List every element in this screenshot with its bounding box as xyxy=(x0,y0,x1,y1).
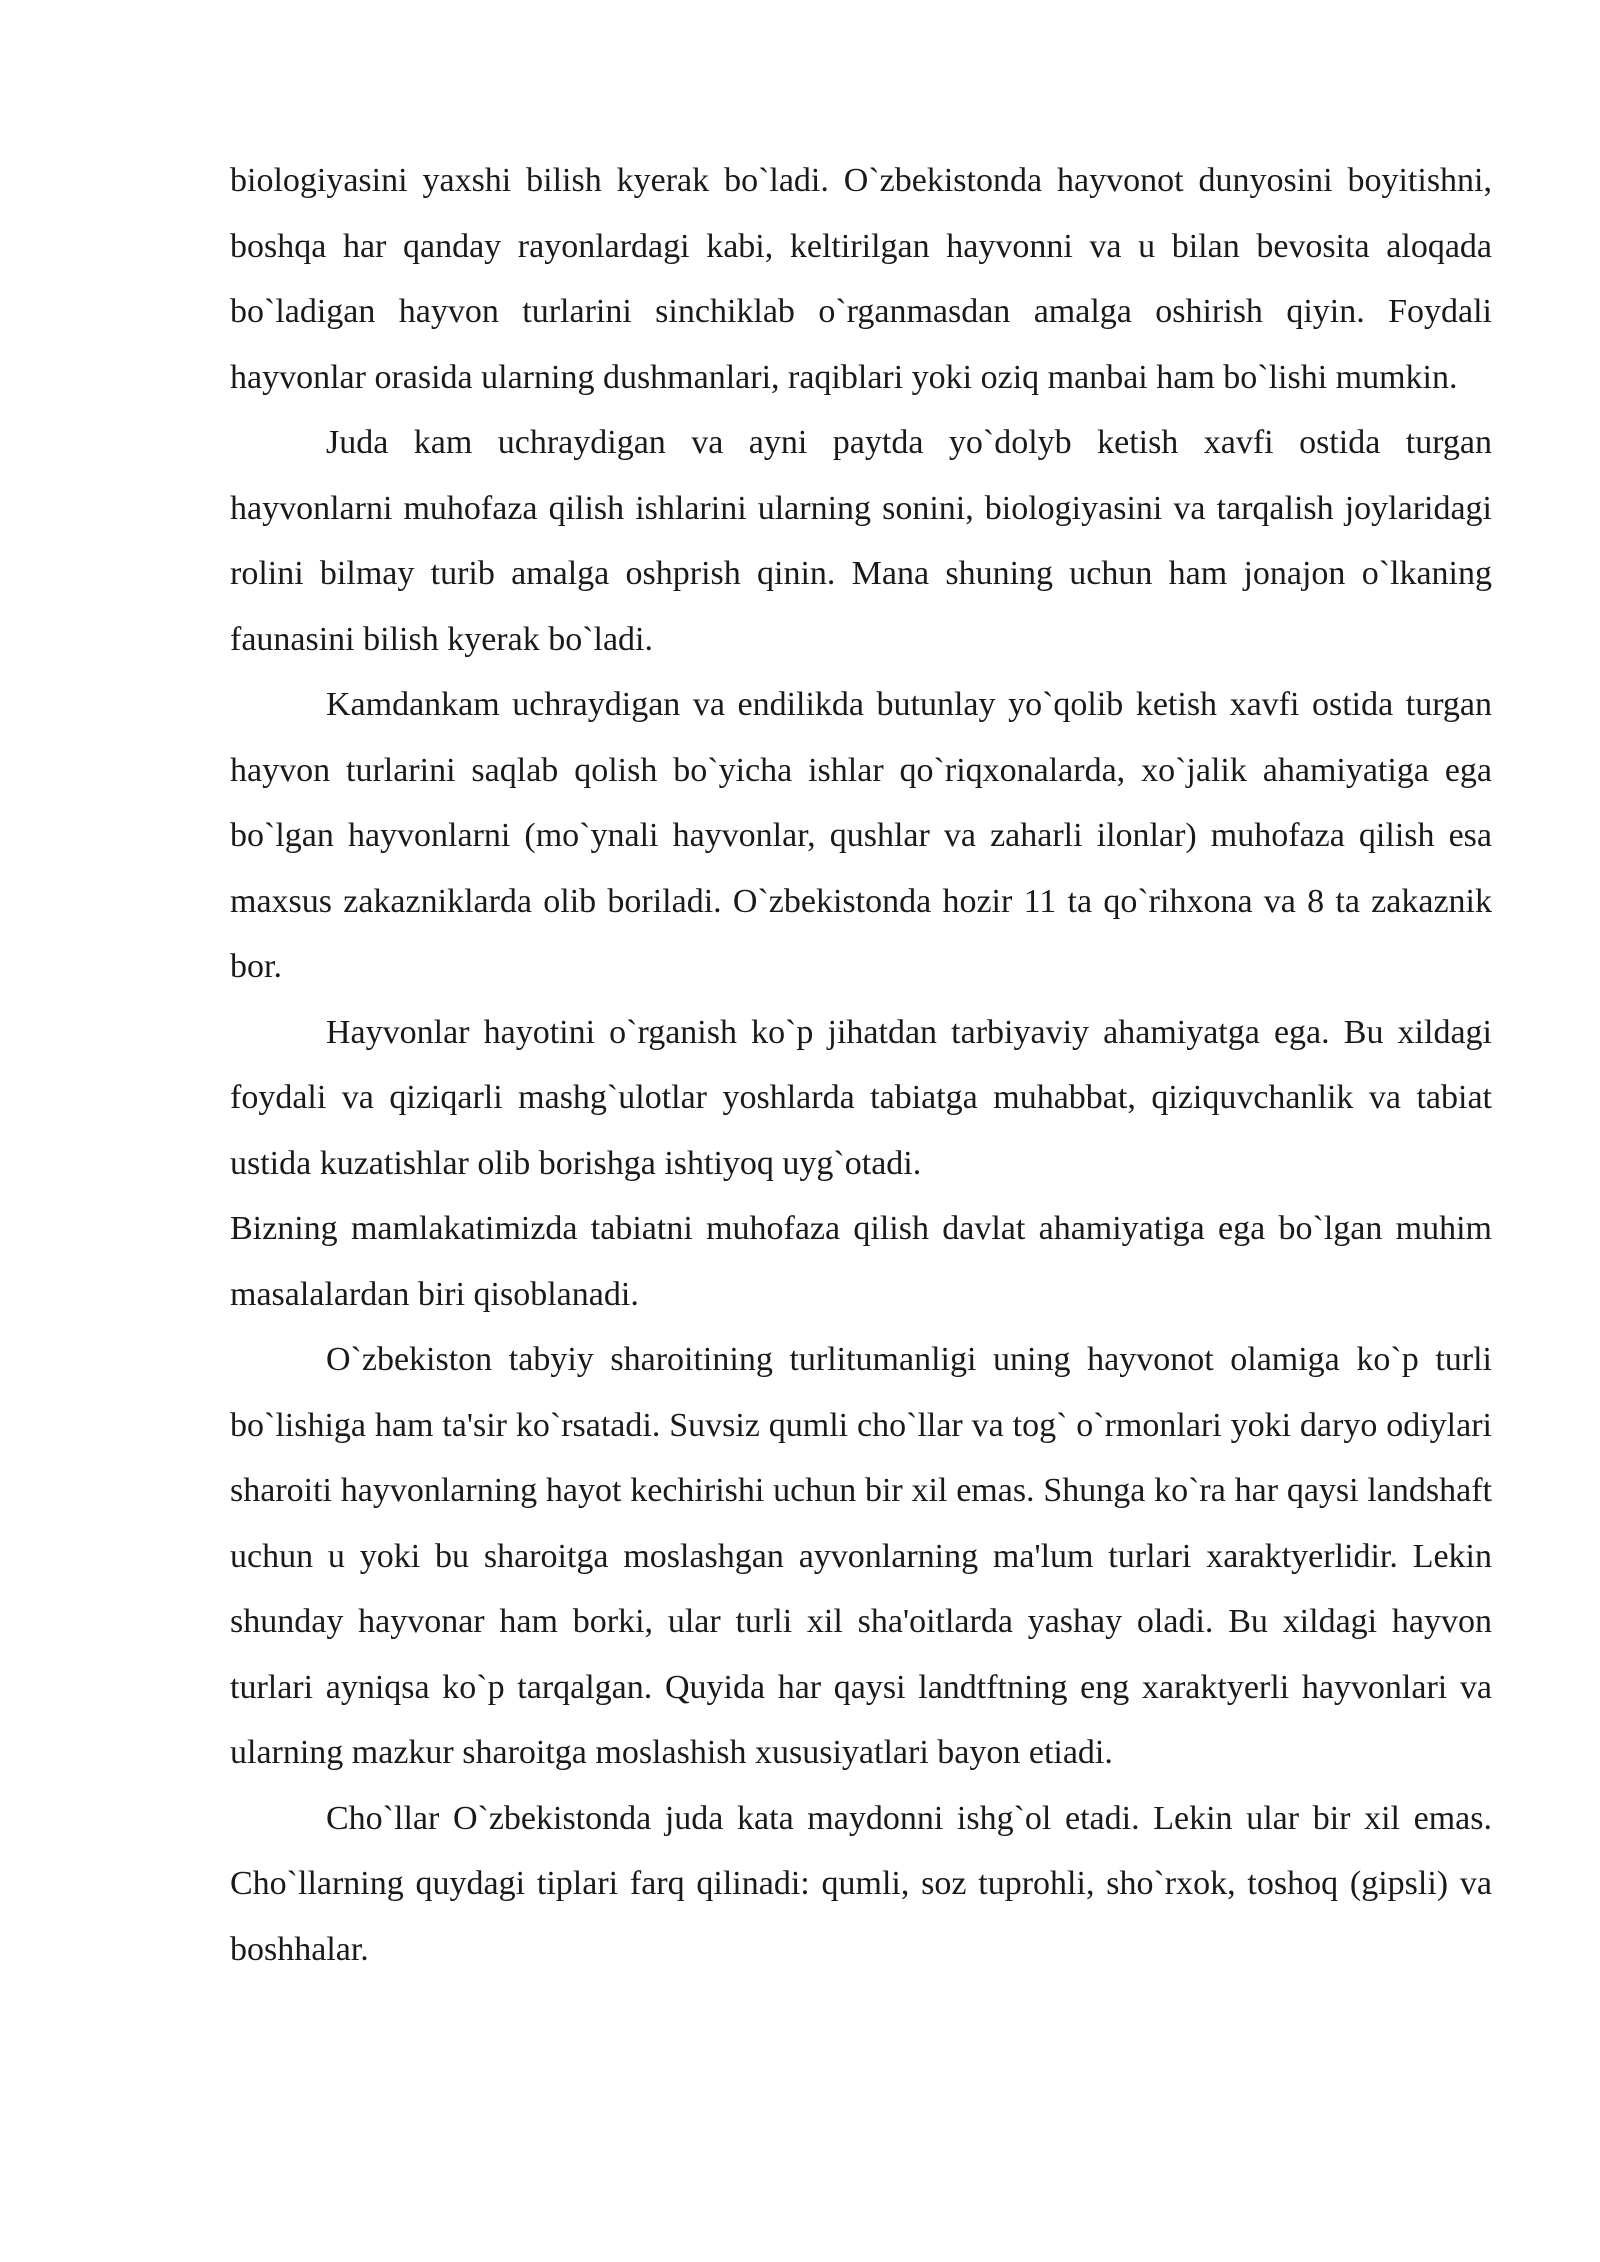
paragraph-5: Bizning mamlakatimizda tabiatni muhofaza qilish davlat ahamiyatiga ega bo`lgan muhim masalalardan biri qisoblanadi. xyxy=(230,1210,1492,1313)
paragraph-2: Juda kam uchraydigan va ayni paytda yo`dolyb ketish xavfi ostida turgan hayvonlarni muhofaza qilish ishlarini ularning sonini, biologiyasini va tarqalish joylaridagi rolini bilmay turib amalga oshprish qinin. Mana shuning uchun ham jonajon o`lkaning faunasini bilish kyerak bo`ladi. xyxy=(230,424,1492,658)
paragraph-3: Kamdankam uchraydigan va endilikda butunlay yo`qolib ketish xavfi ostida turgan hayvon turlarini saqlab qolish bo`yicha ishlar qo`riqxonalarda, xo`jalik ahamiyatiga ega bo`lgan hayvonlarni (mo`ynali hayvonlar, qushlar va zaharli ilonlar) muhofaza qilish esa maxsus zakazniklarda olib boriladi. O`zbekistonda hozir 11 ta qo`rihxona va 8 ta zakaznik bor. xyxy=(230,686,1492,985)
paragraph-7: Cho`llar O`zbekistonda juda kata maydonni ishg`ol etadi. Lekin ular bir xil emas. Cho`llarning quydagi tiplari farq qilinadi: qumli, soz tuprohli, sho`rxok, toshoq (gipsli) va boshhalar. xyxy=(230,1799,1492,1968)
paragraph-4: Hayvonlar hayotini o`rganish ko`p jihatdan tarbiyaviy ahamiyatga ega. Bu xildagi foydali va qiziqarli mashg`ulotlar yoshlarda tabiatga muhabbat, qiziquvchanlik va tabiat ustida kuzatishlar olib borishga ishtiyoq uyg`otadi. xyxy=(230,1013,1492,1182)
paragraph-6: O`zbekiston tabyiy sharoitining turlitumanligi uning hayvonot olamiga ko`p turli bo`lishiga ham ta'sir ko`rsatadi. Suvsiz qumli cho`llar va tog` o`rmonlari yoki daryo odiylari sharoiti hayvonlarning hayot kechirishi uchun bir xil emas. Shunga ko`ra har qaysi landshaft uchun u yoki bu sharoitga moslashgan ayvonlarning ma'lum turlari xaraktyerlidir. Lekin shunday hayvonar ham borki, ular turli xil sha'oitlarda yashay oladi. Bu xildagi hayvon turlari ayniqsa ko`p tarqalgan. Quyida har qaysi landtftning eng xaraktyerli hayvonlari va ularning mazkur sharoitga moslashish xususiyatlari bayon etiadi. xyxy=(230,1341,1492,1771)
paragraph-1: biologiyasini yaxshi bilish kyerak bo`ladi. O`zbekistonda hayvonot dunyosini boyitishni, boshqa har qanday rayonlardagi kabi, keltirilgan hayvonni va u bilan bevosita aloqada bo`ladigan hayvon turlarini sinchiklab o`rganmasdan amalga oshirish qiyin. Foydali hayvonlar orasida ularning dushmanlari, raqiblari yoki oziq manbai ham bo`lishi mumkin. xyxy=(230,162,1492,396)
document-body xyxy=(230,148,1492,1982)
